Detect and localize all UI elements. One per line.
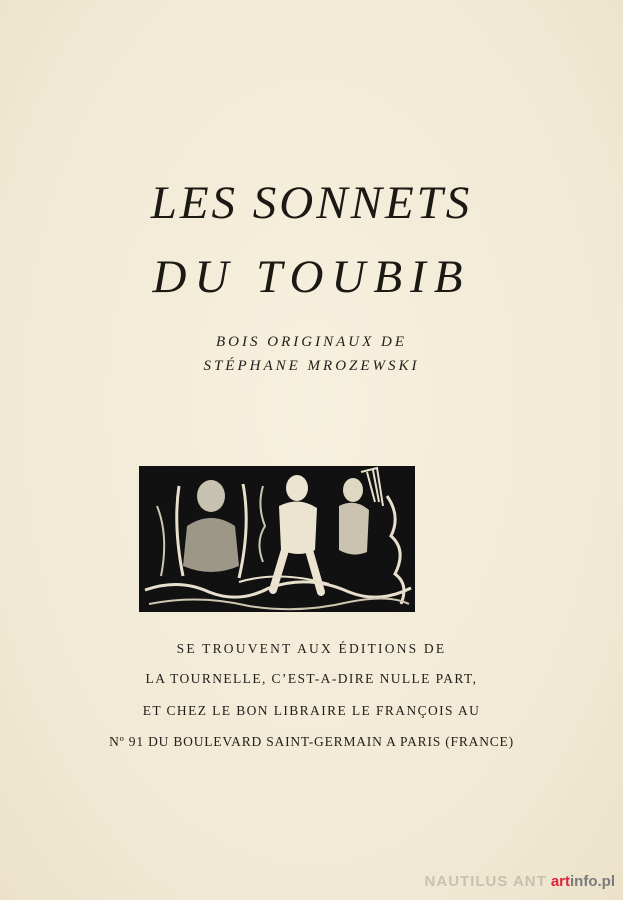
- subtitle-line-2: STÉPHANE MROZEWSKI: [203, 358, 420, 374]
- watermark-text-3: info.pl: [570, 873, 615, 890]
- woodcut-engraving-icon: [139, 466, 415, 612]
- subtitle-line-1: BOIS ORIGINAUX DE: [216, 334, 407, 350]
- title-line-1: LES SONNETS: [150, 177, 473, 229]
- watermark-text-2: art: [550, 873, 570, 890]
- imprint-line-1: SE TROUVENT AUX ÉDITIONS DE: [176, 641, 447, 656]
- watermark-text-1: NAUTILUS ANT: [424, 873, 547, 890]
- imprint-line-4: Nº 91 DU BOULEVARD SAINT-GERMAIN A PARIS (FRANCE): [109, 734, 514, 749]
- watermark: [425, 873, 615, 890]
- imprint-line-2: LA TOURNELLE, C’EST-A-DIRE NULLE PART,: [145, 671, 478, 686]
- imprint-line-3: ET CHEZ LE BON LIBRAIRE LE FRANÇOIS AU: [142, 703, 481, 718]
- title-line-2: DU TOUBIB: [152, 251, 471, 303]
